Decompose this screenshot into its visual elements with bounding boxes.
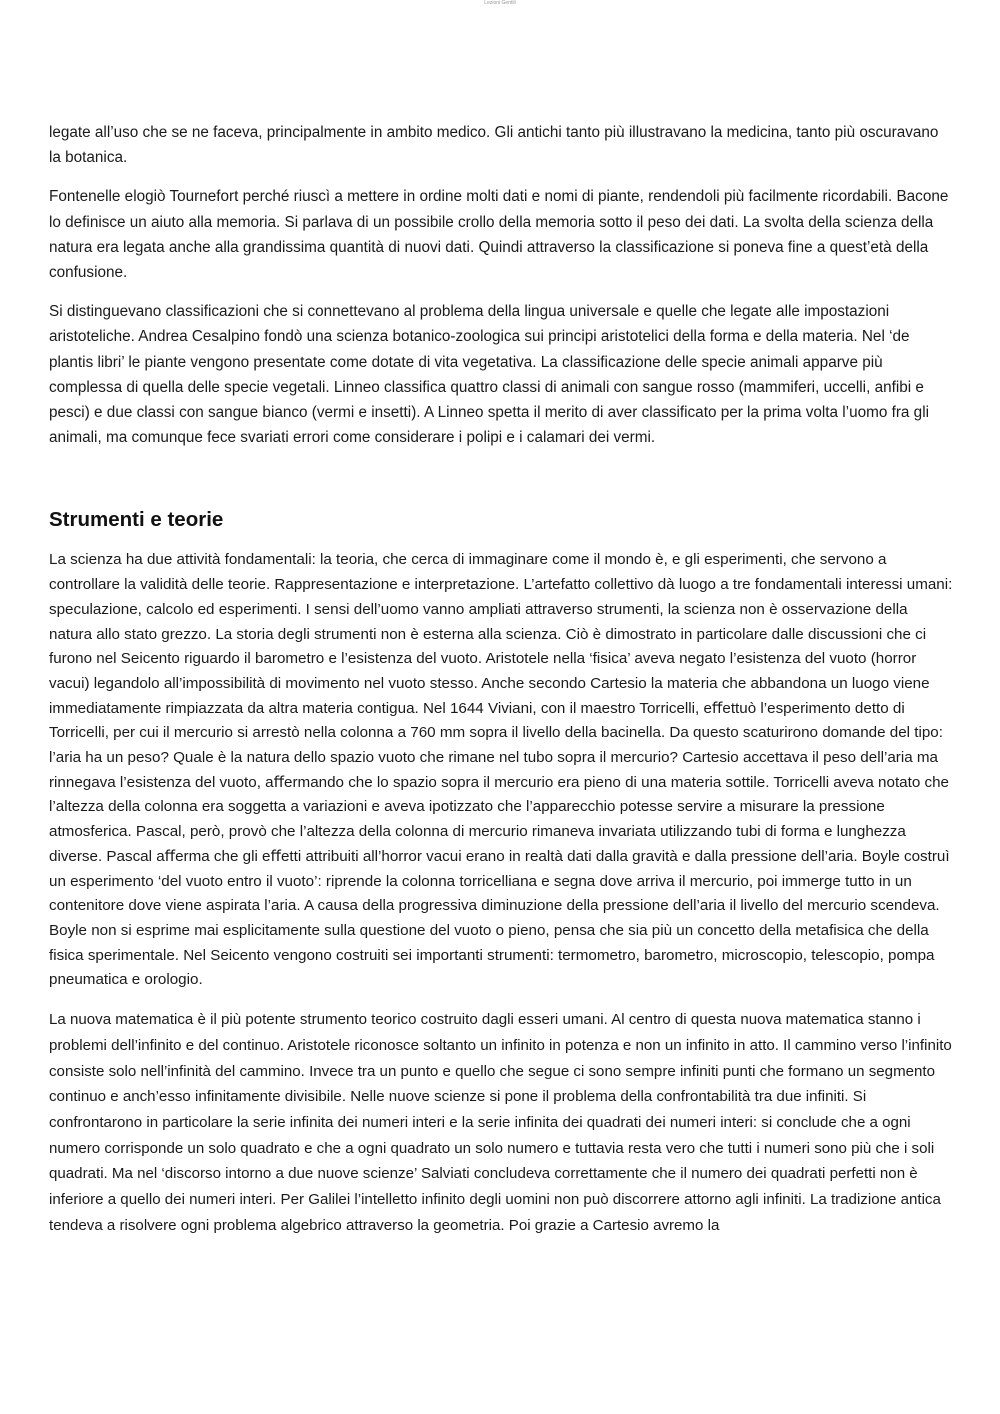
paragraph-botanica-medicina: legate all’uso che se ne faceva, principalmente in ambito medico. Gli antichi tanto più illustravano la medicina, tanto più oscuravano la botanica. (49, 124, 939, 167)
paragraph-fontenelle-tournefort: Fontenelle elogiò Tournefort perché riuscì a mettere in ordine molti dati e nomi di piante, rendendoli più facilmente ricordabili. Bacone lo deﬁnisce un aiuto alla memoria. Si parlava di un possibile crollo della memoria sotto il peso dei dati. La svolta della scienza della natura era legata anche alla grandissima quantità di nuovi dati. Quindi attraverso la classiﬁcazione si poneva ﬁne a quest’età della confusione. (49, 188, 949, 282)
section-heading: Strumenti e teorie (49, 508, 224, 532)
page-header: Lezioni Gentili (484, 0, 516, 6)
paragraph-classificazioni-linneo: Si distinguevano classiﬁcazioni che si connettevano al problema della lingua universale e quelle che legate alle impostazioni aristoteliche. Andrea Cesalpino fondò una scienza botanico-zoologica sui principi aristotelici della forma e della materia. Nel ‘de plantis libri’ le piante vengono presentate come dotate di vita vegetativa. La classiﬁcazione delle specie animali apparve più complessa di quella delle specie vegetali. Linneo classiﬁca quattro classi di animali con sangue rosso (mammiferi, uccelli, anﬁbi e pesci) e due classi con sangue bianco (vermi e insetti). A Linneo spetta il merito di aver classiﬁcato per la prima volta l’uomo fra gli animali, ma comunque fece svariati errori come considerare i polipi e i calamari dei vermi. (49, 303, 929, 447)
paragraph-matematica-infinito: La nuova matematica è il più potente strumento teorico costruito dagli esseri umani. Al centro di questa nuova matematica stanno i problemi dell’inﬁnito e del continuo. Aristotele riconosce soltanto un inﬁnito in potenza e non un inﬁnito in atto. Il cammino verso l’inﬁnito consiste solo nell’inﬁnità del cammino. Invece tra un punto e quello che segue ci sono sempre inﬁniti punti che formano un segmento continuo e anch’esso inﬁnitamente divisibile. Nelle nuove scienze si pone il problema della confrontabilità tra due inﬁniti. Si confrontarono in particolare la serie inﬁnita dei numeri interi e la serie inﬁnita dei quadrati dei numeri interi: si conclude che a ogni numero corrisponde un solo quadrato e che a ogni quadrato un solo numero e tuttavia resta vero che tutti i numeri sono più che i soli quadrati. Ma nel ‘discorso intorno a due nuove scienze’ Salviati concludeva correttamente che il numero dei quadrati perfetti non è inferiore a quello dei numeri interi. Per Galilei l’intelletto inﬁnito degli uomini non può discorrere attorno agli inﬁniti. La tradizione antica tendeva a risolvere ogni problema algebrico attraverso la geometria. Poi grazie a Cartesio avremo la (49, 1011, 952, 1234)
paragraph-strumenti-vuoto: La scienza ha due attività fondamentali: la teoria, che cerca di immaginare come il mondo è, e gli esperimenti, che servono a controllare la validità delle teorie. Rappresentazione e interpretazione. L’artefatto collettivo dà luogo a tre fondamentali interessi umani: speculazione, calcolo ed esperimenti. I sensi dell’uomo vanno ampliati attraverso strumenti, la scienza non è osservazione della natura allo stato grezzo. La storia degli strumenti non è esterna alla scienza. Ciò è dimostrato in particolare dalle discussioni che ci furono nel Seicento riguardo il barometro e l’esistenza del vuoto. Aristotele nella ‘ﬁsica’ aveva negato l’esistenza del vuoto (horror vacui) legandolo all’impossibilità di movimento nel vuoto stesso. Anche secondo Cartesio la materia che abbandona un luogo viene immediatamente rimpiazzata da altra materia contigua. Nel 1644 Viviani, con il maestro Torricelli, eﬀettuò l’esperimento detto di Torricelli, per cui il mercurio si arrestò nella colonna a 760 mm sopra il livello della bacinella. Da questo scaturirono domande del tipo: l’aria ha un peso? Quale è la natura dello spazio vuoto che rimane nel tubo sopra il mercurio? Cartesio accettava il peso dell’aria ma rinnegava l’esistenza del vuoto, aﬀermando che lo spazio sopra il mercurio era pieno di una materia sottile. Torricelli aveva notato che l’altezza della colonna era soggetta a variazioni e aveva ipotizzato che l’apparecchio potesse servire a misurare la pressione atmosferica. Pascal, però, provò che l’altezza della colonna di mercurio rimaneva invariata utilizzando tubi di forma e lunghezza diverse. Pascal aﬀerma che gli eﬀetti attribuiti all’horror vacui erano in realtà dati dalla gravità e dalla pressione dell’aria. Boyle costruì un esperimento ‘del vuoto entro il vuoto’: riprende la colonna torricelliana e segna dove arriva il mercurio, poi immerge tutto in un contenitore dove viene aspirata l’aria. A causa della progressiva diminuzione della pressione dell’aria il livello del mercurio scendeva. Boyle non si esprime mai esplicitamente sulla questione del vuoto o pieno, pensa che sia più un concetto della metaﬁsica che della ﬁsica sperimentale. Nel Seicento vengono costruiti sei importanti strumenti: termometro, barometro, microscopio, telescopio, pompa pneumatica e orologio. (49, 551, 953, 989)
document-body (49, 120, 954, 1252)
